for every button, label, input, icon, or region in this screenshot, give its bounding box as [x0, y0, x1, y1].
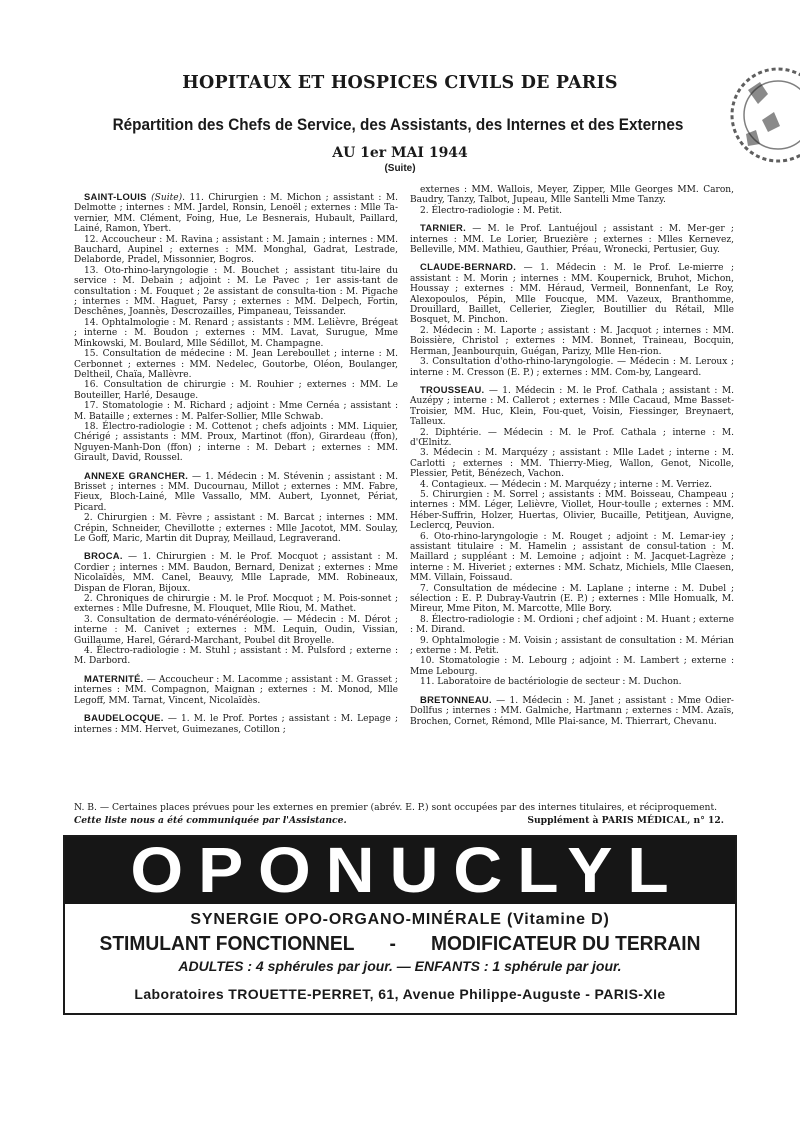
- service-paragraph: [74, 266, 398, 318]
- hospital-name: MATERNITÉ.: [84, 672, 144, 684]
- hospital-section: [410, 185, 734, 216]
- service-paragraph: [410, 262, 734, 325]
- ad-line-dosage: ADULTES : 4 sphérules par jour. — ENFANTS : 1 sphérule par jour.: [178, 958, 622, 974]
- service-text: 2. Diphtérie. — Médecin : M. le Prof. Cathala ; interne : M. d'Œlnitz.: [410, 427, 734, 448]
- document-date: AU 1er MAI 1944: [332, 145, 468, 161]
- ad-line-synergie: SYNERGIE OPO-ORGANO-MINÉRALE (Vitamine D): [190, 911, 610, 928]
- service-paragraph: [410, 206, 734, 216]
- hospital-name: BRETONNEAU.: [420, 693, 492, 705]
- service-text: 2. Médecin : M. Laporte ; assistant : M. Jacquot ; internes : MM. Boissière, Christol ; externes : MM. Bonnet, Traineau, Bocquin, Herman, Jeanbourquin, Guégan, Parizy, Mlle Hen-rion.: [410, 325, 734, 357]
- service-paragraph: [74, 674, 398, 706]
- ad-line-laboratoires: Laboratoires TROUETTE-PERRET, 61, Avenue Philippe-Auguste - PARIS-XIe: [134, 986, 666, 1002]
- service-paragraph: [410, 677, 734, 687]
- service-paragraph: [74, 380, 398, 401]
- service-text: — 1. Médecin : M. Janet ; assistant : Mme Odier-Dollfus ; internes : MM. Galmiche, Hartmann ; externes : MM. Azaïs, Brochen, Cornet, Rémond, Mlle Plai-sance, M. Thierrart, Chevanu.: [410, 695, 734, 727]
- right-column: [410, 185, 734, 734]
- library-stamp-icon: [718, 60, 800, 180]
- service-paragraph: [74, 318, 398, 349]
- hospital-name: CLAUDE-BERNARD.: [420, 261, 517, 273]
- hospital-section: [74, 674, 398, 706]
- service-text: externes : MM. Wallois, Meyer, Zipper, Mlle Georges MM. Caron, Baudry, Tanzy, Talbot, Jupeau, Mlle Santelli Mme Tanzy.: [410, 185, 734, 206]
- hospital-name: ANNEXE GRANCHER.: [84, 469, 189, 481]
- footer-notes: [74, 802, 724, 827]
- service-paragraph: [410, 385, 734, 428]
- service-paragraph: [74, 422, 398, 464]
- document-suite: (Suite): [384, 163, 416, 174]
- document-title: HOPITAUX ET HOSPICES CIVILS DE PARIS: [182, 73, 618, 93]
- service-text: — 1. Médecin : M. le Prof. Le-mierre ; assistant : M. Morin ; internes : MM. Koupernick, Bruhot, Michon, Houssay ; externes : MM. Héraud, Vermeil, Bonnenfant, Le Roy, Alexopoulos, Pépin, Mlle Foucque, MM. Vazeux, Branthomme, Drouillard, Baillet, Cellerier, Ziegler, Boutillier du Rétail, Mlle Bosquet, M. Pinchon.: [410, 263, 734, 326]
- service-paragraph: [410, 615, 734, 636]
- service-text: 5. Chirurgien : M. Sorrel ; assistants : MM. Boisseau, Champeau ; internes : MM. Léger, Lelièvre, Viollet, Hour-toulle ; externes : MM. Héber-Suffrin, Holzer, Huertas, Olivier, Bucaille, Petitjean, Auvigne, Leclercq, Peuvion.: [410, 489, 734, 532]
- service-paragraph: [74, 192, 398, 235]
- service-paragraph: [74, 551, 398, 594]
- hospital-name: TARNIER.: [420, 222, 466, 234]
- service-text: — Accoucheur : M. Lacomme ; assistant : M. Grasset ; internes : MM. Compagnon, Maignan ; externes : M. Monod, Mlle Legoff, MM. Tarnat, Vincent, Nicolaïdès.: [74, 674, 398, 706]
- service-paragraph: [410, 584, 734, 615]
- service-paragraph: [410, 357, 734, 378]
- hospital-name: BAUDELOCQUE.: [84, 712, 164, 724]
- service-paragraph: [74, 713, 398, 735]
- ad-modificateur: MODIFICATEUR DU TERRAIN: [430, 933, 701, 955]
- service-text: 7. Consultation de médecine : M. Laplane ; interne : M. Dubel ; sélection : E. P. Dubray-Vautrin (E. P.) ; externes : Mlle Homualk, M. Mireur, Mme Piton, M. Marcotte, Mlle Bory.: [410, 583, 734, 615]
- service-text: 9. Ophtalmologie : M. Voisin ; assistant de consultation : M. Mérian ; externe : M. Petit.: [410, 635, 734, 657]
- service-text: 2. Chroniques de chirurgie : M. le Prof. Mocquot ; M. Pois-sonnet ; externes : Mlle Dufresne, M. Flouquet, Mlle Riou, M. Mathet.: [74, 594, 398, 615]
- service-paragraph: [74, 471, 398, 514]
- service-text: 3. Médecin : M. Marquézy ; assistant : Mlle Ladet ; interne : M. Carlotti ; externes : MM. Thierry-Mieg, Wallon, Genot, Nicolle, Plessier, Petit, Bénézech, Vachon.: [410, 448, 734, 480]
- service-text: 3. Consultation d'otho-rhino-laryngologie. — Médecin : M. Leroux ; interne : M. Cresson (E. P.) ; externes : MM. Com-by, Langeard.: [410, 357, 734, 378]
- service-paragraph: [410, 223, 734, 255]
- service-paragraph: [74, 349, 398, 380]
- hospital-section: [410, 695, 734, 727]
- service-paragraph: [410, 636, 734, 657]
- hospital-section: [74, 471, 398, 545]
- hospital-section: [410, 223, 734, 255]
- hospital-name-suffix: (Suite).: [146, 193, 185, 203]
- hospital-name: SAINT-LOUIS: [84, 191, 147, 202]
- hospital-section: [74, 713, 398, 735]
- service-paragraph: [74, 646, 398, 667]
- service-paragraph: [410, 695, 734, 727]
- service-paragraph: [410, 532, 734, 584]
- hospital-name: TROUSSEAU.: [420, 383, 485, 395]
- hospital-section: [410, 385, 734, 688]
- service-text: 10. Stomatologie : M. Lebourg ; adjoint : M. Lambert ; externe : Mme Lebourg.: [410, 656, 734, 677]
- service-paragraph: [410, 490, 734, 532]
- service-text: 15. Consultation de médecine : M. Jean Lereboullet ; interne : M. Cerbonnet ; externes : MM. Nedelec, Goutorbe, Oléon, Boulanger, Deltheil, Chaïa, Mallèvre.: [74, 349, 398, 380]
- service-text: 4. Contagieux. — Médecin : M. Marquézy ; interne : M. Verriez.: [420, 479, 712, 490]
- ad-line-stimulant: [78, 933, 721, 956]
- service-text: 2. Chirurgien : M. Fèvre ; assistant : M. Barcat ; internes : MM. Crépin, Schneider, Chevillotte ; externes : Mlle Jacotot, MM. Soulay, Le Goff, Maric, Martin dit Dupray, Meillaud, Legraverand.: [74, 513, 398, 544]
- ad-brand-band: [65, 834, 735, 906]
- service-paragraph: [74, 401, 398, 422]
- service-paragraph: [74, 594, 398, 615]
- hospital-section: [410, 262, 734, 377]
- service-text: 13. Oto-rhino-laryngologie : M. Bouchet ; assistant titu-laire du service : M. Debain ; adjoint : M. Le Pavec ; 1er assis-tant de consultation : M. Fouquet ; 2e assistant de consulta-tion : M. Pigache ; internes : MM. Haguet, Parsy ; externes : MM. Delpech, Fortin, Deschênes, Joannès, Descrozailles, Pimpaneau, Teissander.: [74, 265, 398, 318]
- service-text: 16. Consultation de chirurgie : M. Rouhier ; externes : MM. Le Bouteiller, Harlé, Desauge.: [74, 380, 398, 401]
- service-text: 12. Accoucheur : M. Ravina ; assistant : M. Jamain ; internes : MM. Bauchard, Aupinel ; externes : MM. Monghal, Gadrat, Lestrade, Delaborde, Pradel, Missonnier, Bogros.: [74, 234, 398, 266]
- ad-separator: -: [389, 933, 396, 955]
- service-text: 17. Stomatologie : M. Richard ; adjoint : Mme Cernéa ; assistant : M. Bataille ; externes : M. Palfer-Sollier, Mlle Schwab.: [74, 401, 398, 422]
- advertisement: [63, 835, 737, 1015]
- ad-brand-name: OPONUCLYL: [130, 834, 684, 906]
- service-text: 6. Oto-rhino-laryngologie : M. Rouget ; adjoint : M. Lemar-iey ; assistant titulaire : M. Hamelin ; assistant de consul-tation : M. Maillard ; suppléant : M. Lemoine ; adjoint : M. Jacquet-Lagrèze ; interne : M. Hiveriet ; externes : MM. Schatz, Michiels, Mlle Claesen, MM. Villain, Foissaud.: [410, 531, 734, 584]
- service-paragraph: [410, 326, 734, 357]
- service-paragraph: [74, 615, 398, 646]
- service-text: — 1. M. le Prof. Portes ; assistant : M. Lepage ; internes : MM. Hervet, Guimezanes, Cotillon ;: [74, 714, 398, 735]
- service-text: 2. Électro-radiologie : M. Petit.: [420, 205, 563, 216]
- footnote-credit: Cette liste nous a été communiquée par l'Assistance.: [74, 814, 347, 826]
- service-text: 11. Chirurgien : M. Michon ; assistant : M. Delmotte ; internes : MM. Jardel, Ronsin, Lenoël ; externes : Mlle Ta-vernier, MM. Clément, Foing, Hue, Le Besnerais, Hubault, Paillard, Lainé, Ramon, Ybert.: [74, 193, 398, 235]
- service-text: 11. Laboratoire de bactériologie de secteur : M. Duchon.: [420, 677, 682, 688]
- hospital-name: BROCA.: [84, 550, 123, 562]
- service-text: — 1. Médecin : M. Stévenin ; assistant : M. Brisset ; internes : MM. Ducournau, Millot ; externes : MM. Fabre, Fieux, Bloch-Lainé, Mlle Vassallo, MM. Aubert, Lyonnet, Périat, Picard.: [74, 471, 398, 513]
- service-paragraph: [410, 185, 734, 206]
- service-paragraph: [410, 428, 734, 449]
- service-text: 3. Consultation de dermato-vénéréologie. — Médecin : M. Dérot ; interne : M. Canivet ; externes : MM. Lequin, Oudin, Vissian, Guillaume, Harel, Gérard-Marchant, Poubel dit Broyelle.: [74, 614, 398, 646]
- service-paragraph: [410, 448, 734, 479]
- service-text: 4. Électro-radiologie : M. Stuhl ; assistant : M. Pulsford ; externe : M. Darbord.: [74, 646, 398, 667]
- service-paragraph: [74, 513, 398, 544]
- hospital-section: [74, 551, 398, 666]
- service-text: — M. le Prof. Lantuéjoul ; assistant : M. Mer-ger ; internes : MM. Le Lorier, Bruezière ; externes : Mlles Kernevez, Belleville, MM. Mathieu, Gauthier, Préau, Wronecki, Pertusier, Guy.: [410, 224, 734, 256]
- footnote-row: [74, 815, 724, 828]
- left-column: [74, 192, 398, 742]
- service-text: 18. Électro-radiologie : M. Cottenot ; chefs adjoints : MM. Liquier, Chérigé ; assistants : MM. Proux, Martinot (ffon), Girardeau (ffon), Nguyen-Manh-Don (ffon) ; interne : M. Debart ; externes : MM. Girault, David, Roussel.: [74, 421, 398, 464]
- document-subtitle: Répartition des Chefs de Service, des Assistants, des Internes et des Externes: [112, 115, 684, 134]
- service-text: 8. Électro-radiologie : M. Ordioni ; chef adjoint : M. Huant ; externe : M. Dirand.: [410, 614, 734, 636]
- hospital-section: [74, 192, 398, 464]
- service-paragraph: [410, 656, 734, 677]
- ad-stimulant: STIMULANT FONCTIONNEL: [99, 933, 355, 955]
- service-text: — 1. Médecin : M. le Prof. Cathala ; assistant : M. Auzépy ; interne : M. Callerot ; externes : Mlle Cacaud, Mme Basset-Troisier, MM. Huc, Klein, Fou-quet, Voisin, Fiessinger, Breynaert, Talleux.: [410, 385, 734, 428]
- service-text: — 1. Chirurgien : M. le Prof. Mocquot ; assistant : M. Cordier ; internes : MM. Baudon, Bernard, Denizat ; externes : Mme Nicolaïdès, MM. Canel, Beauvy, Mlle Laprade, MM. Robineaux, Dispan de Floran, Bijoux.: [74, 552, 398, 594]
- service-paragraph: [410, 480, 734, 490]
- footnote-supplement: Supplément à PARIS MÉDICAL, n° 12.: [527, 814, 724, 826]
- service-paragraph: [74, 235, 398, 266]
- footnote-nb: N. B. — Certaines places prévues pour les externes en premier (abrév. E. P.) sont occupées par des internes titulaires, et réciproquement.: [74, 802, 718, 813]
- service-text: 14. Ophtalmologie : M. Renard ; assistants : MM. Lelièvre, Brégeat ; interne : M. Boudon ; externes : MM. Lavat, Surugue, Mme Minkowski, M. Boulard, Mlle Sédillot, M. Champagne.: [74, 317, 398, 349]
